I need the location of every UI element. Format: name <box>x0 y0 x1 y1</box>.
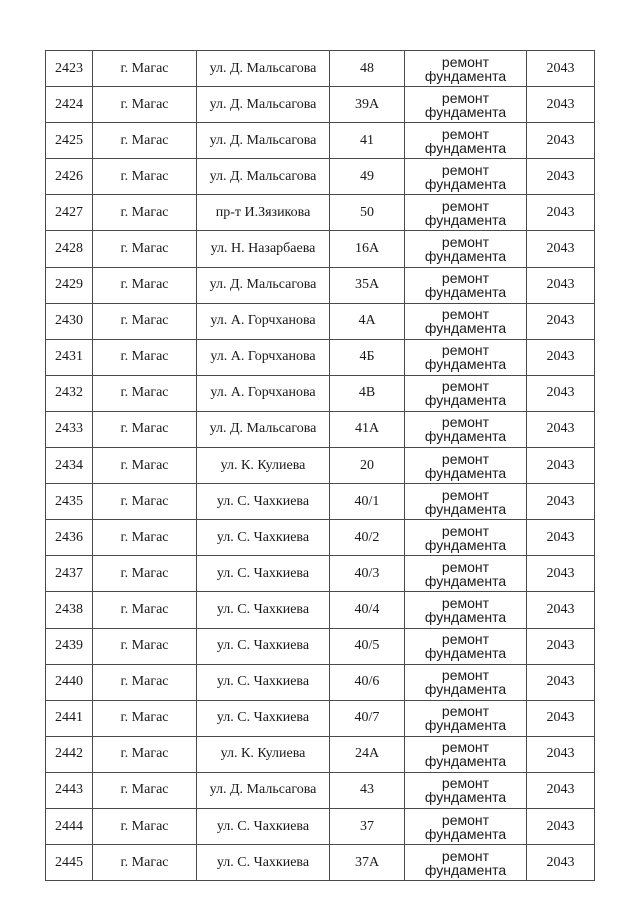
work-type-line1: ремонт <box>441 667 490 684</box>
table-row <box>46 375 595 411</box>
work-type-cell <box>405 123 527 159</box>
work-type-line2: фундамента <box>424 248 507 265</box>
house-number-cell: 40/1 <box>330 484 405 520</box>
year-cell: 2043 <box>527 123 595 159</box>
row-number-cell: 2445 <box>46 845 93 881</box>
work-type-cell <box>405 87 527 123</box>
row-number-cell: 2423 <box>46 51 93 87</box>
year-cell: 2043 <box>527 520 595 556</box>
street-cell: ул. С. Чахкиева <box>197 845 330 881</box>
work-type-line2: фундамента <box>424 753 507 770</box>
city-cell: г. Магас <box>93 520 197 556</box>
street-cell: ул. С. Чахкиева <box>197 556 330 592</box>
work-type-cell <box>405 484 527 520</box>
table-row <box>46 664 595 700</box>
work-type-line1: ремонт <box>441 739 490 756</box>
table-row <box>46 448 595 484</box>
table-row <box>46 556 595 592</box>
house-number-cell: 20 <box>330 448 405 484</box>
house-number-cell: 39А <box>330 87 405 123</box>
work-type-cell <box>405 195 527 231</box>
city-cell: г. Магас <box>93 159 197 195</box>
city-cell: г. Магас <box>93 51 197 87</box>
year-cell: 2043 <box>527 845 595 881</box>
city-cell: г. Магас <box>93 303 197 339</box>
row-number-cell: 2427 <box>46 195 93 231</box>
street-cell: ул. Д. Мальсагова <box>197 51 330 87</box>
table-row <box>46 700 595 736</box>
house-number-cell: 4В <box>330 375 405 411</box>
work-type-line1: ремонт <box>441 594 490 611</box>
row-number-cell: 2439 <box>46 628 93 664</box>
work-type-cell <box>405 231 527 267</box>
work-type-line1: ремонт <box>441 89 490 106</box>
row-number-cell: 2443 <box>46 772 93 808</box>
house-number-cell: 40/7 <box>330 700 405 736</box>
work-type-line1: ремонт <box>441 125 490 142</box>
table-row <box>46 411 595 447</box>
city-cell: г. Магас <box>93 808 197 844</box>
table-row <box>46 87 595 123</box>
row-number-cell: 2426 <box>46 159 93 195</box>
street-cell: ул. К. Кулиева <box>197 736 330 772</box>
city-cell: г. Магас <box>93 339 197 375</box>
row-number-cell: 2440 <box>46 664 93 700</box>
street-cell: ул. С. Чахкиева <box>197 808 330 844</box>
work-type-line2: фундамента <box>424 428 507 445</box>
house-number-cell: 24А <box>330 736 405 772</box>
work-type-line1: ремонт <box>441 378 490 395</box>
row-number-cell: 2444 <box>46 808 93 844</box>
table-row <box>46 628 595 664</box>
city-cell: г. Магас <box>93 267 197 303</box>
work-type-line1: ремонт <box>441 234 490 251</box>
street-cell: ул. Д. Мальсагова <box>197 123 330 159</box>
row-number-cell: 2424 <box>46 87 93 123</box>
year-cell: 2043 <box>527 375 595 411</box>
street-cell: ул. С. Чахкиева <box>197 700 330 736</box>
street-cell: пр-т И.Зязикова <box>197 195 330 231</box>
work-type-line1: ремонт <box>441 847 490 864</box>
work-type-line1: ремонт <box>441 270 490 287</box>
work-type-line1: ремонт <box>441 197 490 214</box>
house-number-cell: 40/3 <box>330 556 405 592</box>
work-type-cell <box>405 375 527 411</box>
row-number-cell: 2437 <box>46 556 93 592</box>
work-type-line1: ремонт <box>441 558 490 575</box>
work-type-line1: ремонт <box>441 414 490 431</box>
work-type-cell <box>405 267 527 303</box>
work-type-line1: ремонт <box>441 631 490 648</box>
work-type-cell <box>405 159 527 195</box>
row-number-cell: 2425 <box>46 123 93 159</box>
work-type-line2: фундамента <box>424 211 507 228</box>
table-row <box>46 159 595 195</box>
city-cell: г. Магас <box>93 664 197 700</box>
year-cell: 2043 <box>527 808 595 844</box>
year-cell: 2043 <box>527 700 595 736</box>
city-cell: г. Магас <box>93 448 197 484</box>
work-type-line2: фундамента <box>424 645 507 662</box>
city-cell: г. Магас <box>93 736 197 772</box>
street-cell: ул. С. Чахкиева <box>197 664 330 700</box>
work-type-cell <box>405 339 527 375</box>
row-number-cell: 2442 <box>46 736 93 772</box>
house-number-cell: 40/5 <box>330 628 405 664</box>
row-number-cell: 2431 <box>46 339 93 375</box>
work-type-line1: ремонт <box>441 161 490 178</box>
year-cell: 2043 <box>527 736 595 772</box>
house-number-cell: 43 <box>330 772 405 808</box>
work-type-cell <box>405 736 527 772</box>
row-number-cell: 2434 <box>46 448 93 484</box>
work-type-line2: фундамента <box>424 536 507 553</box>
street-cell: ул. Д. Мальсагова <box>197 411 330 447</box>
house-number-cell: 16А <box>330 231 405 267</box>
work-type-line2: фундамента <box>424 572 507 589</box>
row-number-cell: 2432 <box>46 375 93 411</box>
street-cell: ул. С. Чахкиева <box>197 628 330 664</box>
work-type-line1: ремонт <box>441 703 490 720</box>
city-cell: г. Магас <box>93 231 197 267</box>
year-cell: 2043 <box>527 195 595 231</box>
house-number-cell: 35А <box>330 267 405 303</box>
table-row <box>46 231 595 267</box>
year-cell: 2043 <box>527 159 595 195</box>
work-type-cell <box>405 808 527 844</box>
work-type-line2: фундамента <box>424 464 507 481</box>
year-cell: 2043 <box>527 628 595 664</box>
year-cell: 2043 <box>527 267 595 303</box>
work-type-cell <box>405 520 527 556</box>
house-number-cell: 37А <box>330 845 405 881</box>
work-type-line2: фундамента <box>424 284 507 301</box>
work-type-line2: фундамента <box>424 67 507 84</box>
city-cell: г. Магас <box>93 772 197 808</box>
work-type-cell <box>405 772 527 808</box>
street-cell: ул. С. Чахкиева <box>197 592 330 628</box>
house-number-cell: 48 <box>330 51 405 87</box>
work-type-line2: фундамента <box>424 139 507 156</box>
street-cell: ул. Д. Мальсагова <box>197 87 330 123</box>
year-cell: 2043 <box>527 484 595 520</box>
row-number-cell: 2429 <box>46 267 93 303</box>
work-type-line2: фундамента <box>424 500 507 517</box>
housing-repair-table <box>45 50 595 881</box>
work-type-line2: фундамента <box>424 320 507 337</box>
work-type-cell <box>405 51 527 87</box>
work-type-line2: фундамента <box>424 103 507 120</box>
work-type-line2: фундамента <box>424 175 507 192</box>
street-cell: ул. Д. Мальсагова <box>197 267 330 303</box>
year-cell: 2043 <box>527 448 595 484</box>
house-number-cell: 40/4 <box>330 592 405 628</box>
table-row <box>46 339 595 375</box>
house-number-cell: 40/6 <box>330 664 405 700</box>
work-type-line1: ремонт <box>441 342 490 359</box>
street-cell: ул. Д. Мальсагова <box>197 772 330 808</box>
street-cell: ул. С. Чахкиева <box>197 484 330 520</box>
table-row <box>46 195 595 231</box>
city-cell: г. Магас <box>93 411 197 447</box>
street-cell: ул. Н. Назарбаева <box>197 231 330 267</box>
work-type-line2: фундамента <box>424 825 507 842</box>
city-cell: г. Магас <box>93 628 197 664</box>
year-cell: 2043 <box>527 339 595 375</box>
year-cell: 2043 <box>527 51 595 87</box>
street-cell: ул. К. Кулиева <box>197 448 330 484</box>
street-cell: ул. А. Горчханова <box>197 303 330 339</box>
table-body <box>46 51 595 881</box>
work-type-line1: ремонт <box>441 522 490 539</box>
work-type-cell <box>405 448 527 484</box>
city-cell: г. Магас <box>93 700 197 736</box>
work-type-line1: ремонт <box>441 775 490 792</box>
row-number-cell: 2436 <box>46 520 93 556</box>
table-row <box>46 123 595 159</box>
work-type-line2: фундамента <box>424 789 507 806</box>
year-cell: 2043 <box>527 592 595 628</box>
house-number-cell: 4Б <box>330 339 405 375</box>
table-row <box>46 303 595 339</box>
house-number-cell: 4А <box>330 303 405 339</box>
table-row <box>46 736 595 772</box>
house-number-cell: 37 <box>330 808 405 844</box>
table-row <box>46 484 595 520</box>
city-cell: г. Магас <box>93 87 197 123</box>
city-cell: г. Магас <box>93 123 197 159</box>
work-type-cell <box>405 664 527 700</box>
city-cell: г. Магас <box>93 484 197 520</box>
work-type-line1: ремонт <box>441 306 490 323</box>
work-type-cell <box>405 845 527 881</box>
table-row <box>46 267 595 303</box>
house-number-cell: 49 <box>330 159 405 195</box>
row-number-cell: 2428 <box>46 231 93 267</box>
city-cell: г. Магас <box>93 592 197 628</box>
table-row <box>46 808 595 844</box>
street-cell: ул. С. Чахкиева <box>197 520 330 556</box>
house-number-cell: 50 <box>330 195 405 231</box>
row-number-cell: 2433 <box>46 411 93 447</box>
table-row <box>46 772 595 808</box>
work-type-line2: фундамента <box>424 861 507 878</box>
work-type-cell <box>405 628 527 664</box>
street-cell: ул. Д. Мальсагова <box>197 159 330 195</box>
city-cell: г. Магас <box>93 375 197 411</box>
work-type-line2: фундамента <box>424 717 507 734</box>
year-cell: 2043 <box>527 87 595 123</box>
year-cell: 2043 <box>527 411 595 447</box>
street-cell: ул. А. Горчханова <box>197 375 330 411</box>
year-cell: 2043 <box>527 772 595 808</box>
row-number-cell: 2438 <box>46 592 93 628</box>
city-cell: г. Магас <box>93 195 197 231</box>
table-row <box>46 520 595 556</box>
work-type-line2: фундамента <box>424 681 507 698</box>
year-cell: 2043 <box>527 556 595 592</box>
year-cell: 2043 <box>527 231 595 267</box>
table-row <box>46 592 595 628</box>
house-number-cell: 41 <box>330 123 405 159</box>
row-number-cell: 2430 <box>46 303 93 339</box>
city-cell: г. Магас <box>93 845 197 881</box>
work-type-cell <box>405 700 527 736</box>
house-number-cell: 40/2 <box>330 520 405 556</box>
work-type-line1: ремонт <box>441 811 490 828</box>
street-cell: ул. А. Горчханова <box>197 339 330 375</box>
table-row <box>46 51 595 87</box>
year-cell: 2043 <box>527 303 595 339</box>
row-number-cell: 2435 <box>46 484 93 520</box>
work-type-cell <box>405 592 527 628</box>
city-cell: г. Магас <box>93 556 197 592</box>
work-type-line1: ремонт <box>441 486 490 503</box>
work-type-line2: фундамента <box>424 608 507 625</box>
work-type-line2: фундамента <box>424 392 507 409</box>
work-type-line2: фундамента <box>424 356 507 373</box>
table-row <box>46 845 595 881</box>
work-type-cell <box>405 556 527 592</box>
year-cell: 2043 <box>527 664 595 700</box>
row-number-cell: 2441 <box>46 700 93 736</box>
work-type-line1: ремонт <box>441 450 490 467</box>
work-type-cell <box>405 303 527 339</box>
work-type-line1: ремонт <box>441 53 490 70</box>
house-number-cell: 41А <box>330 411 405 447</box>
work-type-cell <box>405 411 527 447</box>
